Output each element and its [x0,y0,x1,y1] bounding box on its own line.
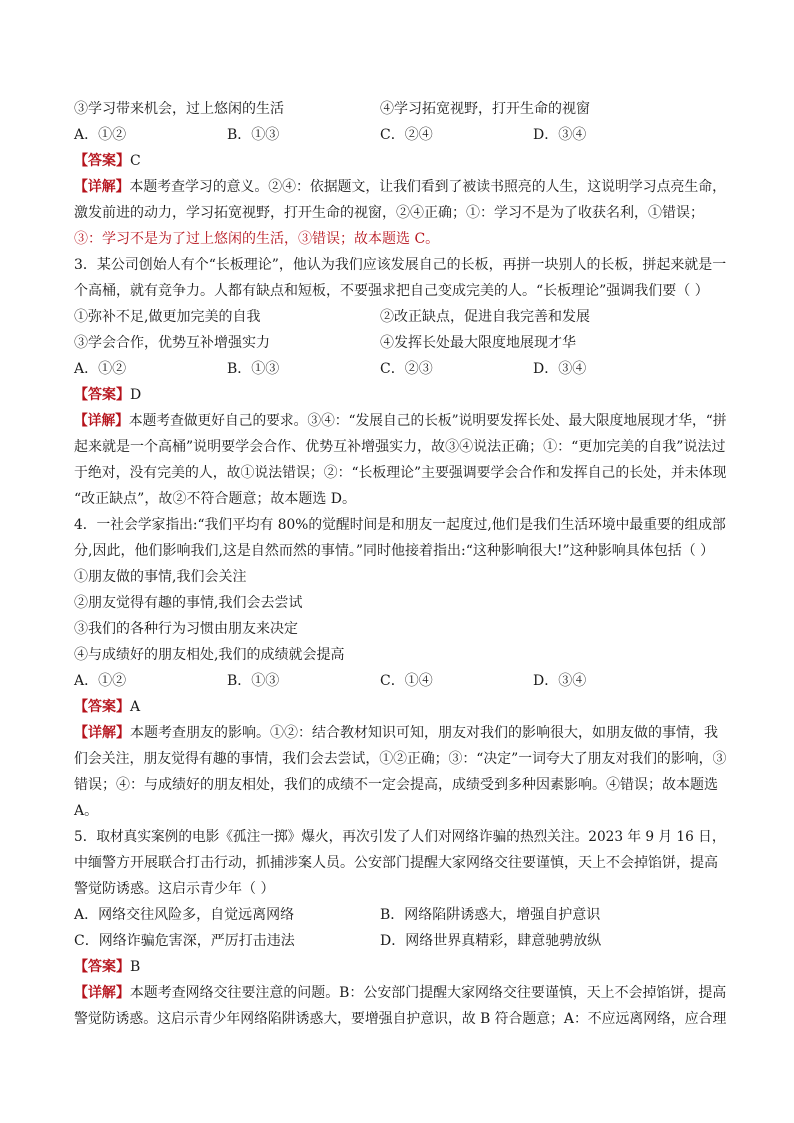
answer-value: C [130,153,141,169]
q5-detail-line-2: 警觉防诱惑。这启示青少年网络陷阱诱惑大，要增强自护意识，故 B 符合题意；A：不应远离网络，应合理 [74,1011,727,1027]
q3-option-4: ④发挥长处最大限度地展现才华 [380,335,576,351]
q4-choice-a: A．①② [74,673,127,689]
q2-detail-line-3: ③：学习不是为了过上悠闲的生活，③错误；故本题选 C。 [74,231,440,247]
exam-page [74,96,726,1032]
answer-tag: 【答案】 [74,699,130,715]
q3-choice-b: B．①③ [227,361,280,377]
q3-choice-d: D．③④ [533,361,587,377]
q3-option-1: ①弥补不足,做更加完美的自我 [74,309,261,325]
q4-choice-c: C．①④ [380,673,433,689]
q4-option-1: ①朋友做的事情,我们会关注 [74,569,247,585]
q2-answer [74,148,726,174]
q5-stem-2: 中缅警方开展联合打击行动，抓捕涉案人员。公安部门提醒大家网络交往要谨慎，天上不会掉馅饼，提高 [74,855,718,871]
q2-detail-line-2: 激发前进的动力，学习拓宽视野，打开生命的视窗，②④正确；①：学习不是为了收获名利，①错误； [74,205,704,221]
q4-choice-d: D．③④ [533,673,587,689]
q5-options-row-2 [74,928,726,954]
q4-option-4: ④与成绩好的朋友相处,我们的成绩就会提高 [74,647,345,663]
answer-value: A [130,699,141,715]
q4-choice-b: B．①③ [227,673,280,689]
q5-option-d: D．网络世界真精彩，肆意驰骋放纵 [380,933,602,949]
detail-tag: 【详解】 [74,725,130,741]
q5-option-b: B．网络陷阱诱惑大，增强自护意识 [380,907,601,923]
q3-option-2: ②改正缺点，促进自我完善和发展 [380,309,590,325]
q4-stem-2: 分,因此，他们影响我们,这是自然而然的事情。”同时他接着指出:“这种影响很大!”这种影响具体包括（ ） [74,543,715,559]
q4-answer [74,694,726,720]
q3-choice-a: A．①② [74,361,127,377]
q3-option-3: ③学会合作，优势互补增强实力 [74,335,270,351]
answer-tag: 【答案】 [74,153,130,169]
q3-options-row-1 [74,304,726,330]
q3-choices [74,356,726,382]
detail-tag: 【详解】 [74,179,130,195]
q4-option-2: ②朋友觉得有趣的事情,我们会去尝试 [74,595,303,611]
answer-tag: 【答案】 [74,387,130,403]
q4-detail-line-2: 们会关注，朋友觉得有趣的事情，我们会去尝试，①②正确；③：“决定”一词夸大了朋友对我们的影响，③ [74,751,727,767]
q2-choice-d: D．③④ [533,127,587,143]
q2-detail-line-1: 【详解】本题考查学习的意义。②④：依据题文，让我们看到了被读书照亮的人生，这说明学习点亮生命， [74,179,727,195]
q3-detail-line-3: 于绝对，没有完美的人，故①说法错误；②：“长板理论”主要强调要学会合作和发挥自己的长处，并未体现 [74,465,727,481]
q4-detail-line-4: A。 [74,803,99,819]
q3-answer [74,382,726,408]
q2-choice-c: C．②④ [380,127,433,143]
q5-options-row-1 [74,902,726,928]
q5-stem-1: 5．取材真实案例的电影《孤注一掷》爆火，再次引发了人们对网络诈骗的热烈关注。2023 年 9 月 16 日， [74,829,726,845]
q5-option-a: A．网络交往风险多，自觉远离网络 [74,907,295,923]
q4-detail-line-3: 错误；④：与成绩好的朋友相处，我们的成绩不一定会提高，成绩受到多种因素影响。④错误；故本题选 [74,777,718,793]
q3-stem-1: 3．某公司创始人有个“长板理论”，他认为我们应该发展自己的长板，再拼一块别人的长板，拼起来就是一 [74,257,727,273]
q3-choice-c: C．②③ [380,361,433,377]
q2-choice-b: B．①③ [227,127,280,143]
q3-detail-line-2: 起来就是一个高桶”说明要学会合作、优势互补增强实力，故③④说法正确；①：“更加完美的自我”说法过 [74,439,726,455]
q4-choices [74,668,726,694]
answer-value: B [130,959,141,975]
q4-detail-line-1: 【详解】本题考查朋友的影响。①②：结合教材知识可知，朋友对我们的影响很大，如朋友做的事情，我 [74,725,718,741]
q5-detail-line-1: 【详解】本题考查网络交往要注意的问题。B：公安部门提醒大家网络交往要谨慎，天上不会掉馅饼，提高 [74,985,727,1001]
q2-choices [74,122,726,148]
detail-tag: 【详解】 [74,985,130,1001]
detail-tag: 【详解】 [74,413,129,429]
q5-answer [74,954,726,980]
q2-choice-a: A．①② [74,127,127,143]
answer-value: D [130,387,142,403]
q3-detail-line-4: “改正缺点”，故②不符合题意；故本题选 D。 [74,491,356,507]
q2-options-row [74,96,726,122]
q4-stem-1: 4．一社会学家指出:“我们平均有 80%的觉醒时间是和朋友一起度过,他们是我们生活环境中最重要的组成部 [74,517,726,533]
q2-option-3: ③学习带来机会，过上悠闲的生活 [74,101,284,117]
q2-option-4: ④学习拓宽视野，打开生命的视窗 [380,101,590,117]
q5-stem-3: 警觉防诱惑。这启示青少年（ ） [74,881,275,897]
q3-detail-line-1: 【详解】本题考查做更好自己的要求。③④：“发展自己的长板”说明要发挥长处、最大限度地展现才华，“拼 [74,413,727,429]
q3-options-row-2 [74,330,726,356]
q3-stem-2: 个高桶，就有竞争力。人都有缺点和短板，不要强求把自己变成完美的人。“长板理论”强调我们要（ ） [74,283,709,299]
q5-option-c: C．网络诈骗危害深，严厉打击违法 [74,933,295,949]
q4-option-3: ③我们的各种行为习惯由朋友来决定 [74,621,298,637]
answer-tag: 【答案】 [74,959,130,975]
